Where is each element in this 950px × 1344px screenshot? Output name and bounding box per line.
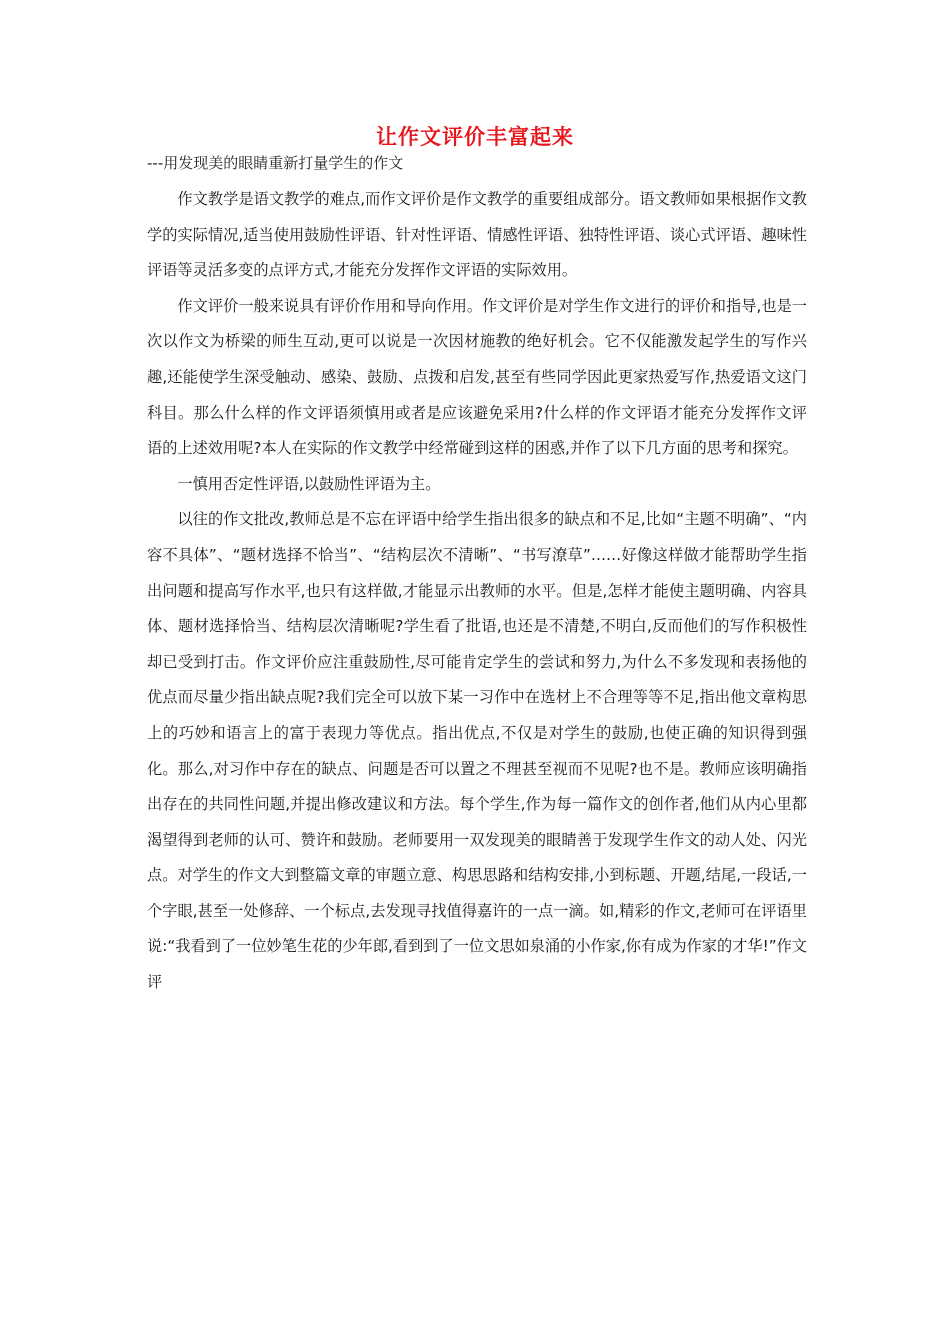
body-paragraph: 作文教学是语文教学的难点,而作文评价是作文教学的重要组成部分。语文教师如果根据作文教学的实际情况,适当使用鼓励性评语、针对性评语、情感性评语、独特性评语、谈心式评语、趣味性评语等灵活多变的点评方式,才能充分发挥作文评语的实际效用。 [147, 190, 807, 280]
document-title: 让作文评价丰富起来 [376, 124, 574, 149]
body-paragraph: 作文评价一般来说具有评价作用和导向作用。作文评价是对学生作文进行的评价和指导,也是一次以作文为桥梁的师生互动,更可以说是一次因材施教的绝好机会。它不仅能激发起学生的写作兴趣,还能使学生深受触动、感染、鼓励、点拨和启发,甚至有些同学因此更家热爱写作,热爱语文这门科目。那么什么样的作文评语须慎用或者是应该避免采用?什么样的作文评语才能充分发挥作文评语的上述效用呢?本人在实际的作文教学中经常碰到这样的困惑,并作了以下几方面的思考和探究。 [147, 296, 807, 458]
document-subtitle: ---用发现美的眼睛重新打量学生的作文 [147, 154, 404, 172]
document-body [147, 182, 807, 1001]
body-paragraph: 以往的作文批改,教师总是不忘在评语中给学生指出很多的缺点和不足,比如“主题不明确”、“内容不具体”、“题材选择不恰当”、“结构层次不清晰”、“书写潦草”……好像这样做才能帮助学生指出问题和提高写作水平,也只有这样做,才能显示出教师的水平。但是,怎样才能使主题明确、内容具体、题材选择恰当、结构层次清晰呢?学生看了批语,也还是不清楚,不明白,反而他们的写作积极性却已受到打击。作文评价应注重鼓励性,尽可能肯定学生的尝试和努力,为什么不多发现和表扬他的优点而尽量少指出缺点呢?我们完全可以放下某一习作中在选材上不合理等等不足,指出他文章构思上的巧妙和语言上的富于表现力等优点。指出优点,不仅是对学生的鼓励,也使正确的知识得到强化。那么,对习作中存在的缺点、问题是否可以置之不理甚至视而不见呢?也不是。教师应该明确指出存在的共同性问题,并提出修改建议和方法。每个学生,作为每一篇作文的创作者,他们从内心里都渴望得到老师的认可、赞许和鼓励。老师要用一双发现美的眼睛善于发现学生作文的动人处、闪光点。对学生的作文大到整篇文章的审题立意、构思思路和结构安排,小到标题、开题,结尾,一段话,一个字眼,甚至一处修辞、一个标点,去发现寻找值得嘉许的一点一滴。如,精彩的作文,老师可在评语里说:“我看到了一位妙笔生花的少年郎,看到到了一位文思如泉涌的小作家,你有成为作家的才华!”作文评 [147, 510, 807, 992]
section-heading: 一慎用否定性评语,以鼓励性评语为主。 [177, 474, 441, 493]
